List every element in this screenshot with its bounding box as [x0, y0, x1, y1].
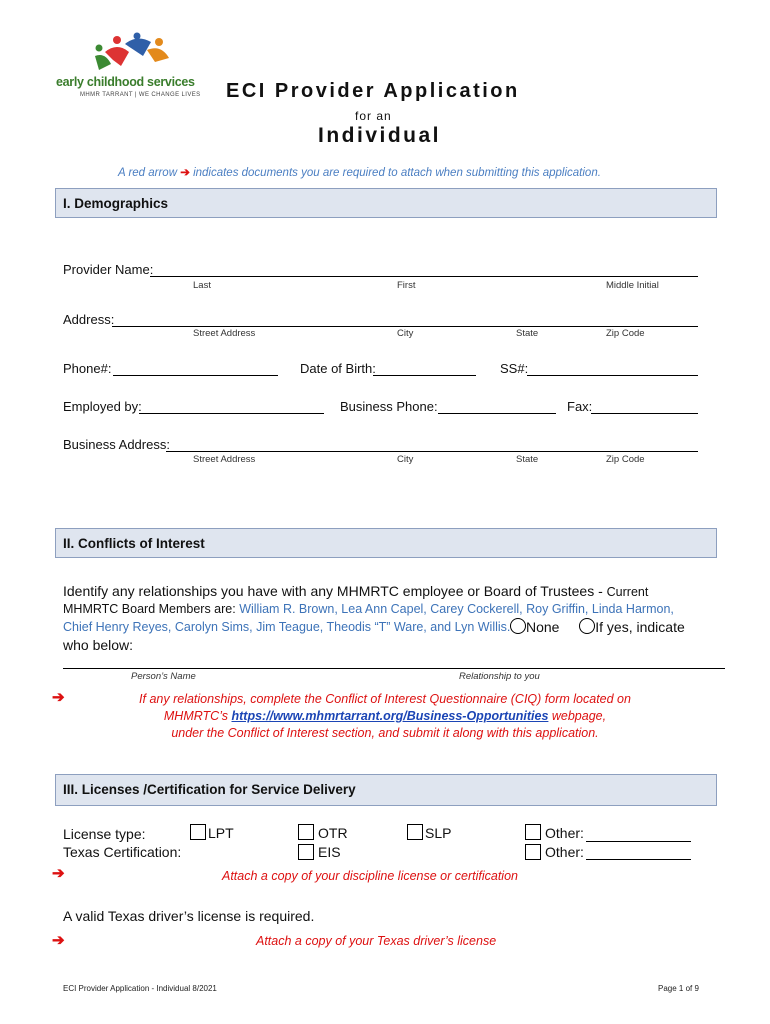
provider-name-field[interactable]: [150, 276, 698, 277]
ciq-line2-b: webpage,: [548, 709, 607, 723]
phone-label: Phone#:: [63, 361, 112, 376]
otr-checkbox[interactable]: [298, 824, 314, 840]
attach-license-note: Attach a copy of your discipline license or certification: [222, 869, 518, 883]
lpt-checkbox[interactable]: [190, 824, 206, 840]
employed-by-label: Employed by:: [63, 399, 142, 414]
ss-field[interactable]: [527, 375, 698, 376]
other1-field[interactable]: [586, 841, 691, 842]
eis-checkbox[interactable]: [298, 844, 314, 860]
business-state-caption: State: [516, 454, 539, 465]
business-zip-caption: Zip Code: [606, 454, 645, 465]
relationship-field[interactable]: [63, 668, 725, 669]
ciq-line1: If any relationships, complete the Conflict of Interest Questionnaire (CIQ) form located on: [139, 692, 631, 706]
red-arrow-icon: ➔: [52, 689, 65, 706]
persons-name-caption: Person’s Name: [131, 671, 196, 682]
business-address-field[interactable]: [166, 451, 698, 452]
texas-cert-label: Texas Certification:: [63, 844, 182, 860]
middle-initial-caption: Middle Initial: [606, 280, 659, 291]
slp-label: SLP: [425, 825, 452, 841]
fax-field[interactable]: [591, 413, 698, 414]
slp-checkbox[interactable]: [407, 824, 423, 840]
if-yes-label: If yes, indicate: [595, 619, 685, 635]
business-phone-label: Business Phone:: [340, 399, 438, 414]
employed-by-field[interactable]: [139, 413, 324, 414]
section-title: II. Conflicts of Interest: [63, 536, 205, 551]
red-arrow-icon: ➔: [180, 167, 190, 179]
business-address-label: Business Address:: [63, 437, 170, 452]
license-type-label: License type:: [63, 826, 146, 842]
note-before: A red arrow: [118, 167, 178, 179]
fax-label: Fax:: [567, 399, 593, 414]
business-opportunities-link[interactable]: https://www.mhmrtarrant.org/Business-Opportunities: [231, 709, 549, 723]
city-caption: City: [397, 328, 414, 339]
red-arrow-icon: ➔: [52, 932, 65, 949]
attach-drivers-note: Attach a copy of your Texas driver’s license: [256, 934, 497, 948]
if-yes-radio[interactable]: [579, 618, 595, 634]
drivers-license-required: A valid Texas driver’s license is required.: [63, 908, 315, 924]
section-title: III. Licenses /Certification for Service Delivery: [63, 782, 356, 797]
board-members-names2: Chief Henry Reyes, Carolyn Sims, Jim Teague, Theodis “T” Ware, and Lyn Willis.: [63, 620, 511, 634]
who-below-text: who below:: [63, 637, 134, 653]
otr-label: OTR: [318, 825, 348, 841]
conflict-intro-text: Identify any relationships you have with any MHMRTC employee or Board of Trustees -: [63, 583, 607, 599]
conflict-intro: [63, 583, 713, 599]
logo-text: early childhood services: [56, 75, 195, 89]
logo-subtext: MHMR TARRANT | WE CHANGE LIVES: [80, 92, 201, 98]
business-city-caption: City: [397, 454, 414, 465]
other2-checkbox[interactable]: [525, 844, 541, 860]
ciq-line2: [0, 708, 770, 725]
page-number: Page 1 of 9: [658, 984, 699, 993]
board-members-line2: [63, 620, 510, 634]
page-title: ECI Provider Application: [226, 80, 520, 102]
section-demographics-header: [55, 188, 717, 218]
provider-name-label: Provider Name:: [63, 262, 154, 277]
none-radio[interactable]: [510, 618, 526, 634]
relationship-caption: Relationship to you: [459, 671, 540, 682]
section-licenses-header: [55, 774, 717, 806]
section-conflicts-header: [55, 528, 717, 558]
street-caption: Street Address: [193, 328, 256, 339]
ss-label: SS#:: [500, 361, 529, 376]
eis-label: EIS: [318, 844, 341, 860]
zip-caption: Zip Code: [606, 328, 645, 339]
board-members-line1: [63, 602, 674, 616]
red-arrow-icon: ➔: [52, 865, 65, 882]
other2-field[interactable]: [586, 859, 691, 860]
lpt-label: LPT: [208, 825, 234, 841]
other2-label: Other:: [545, 844, 584, 860]
board-members-names1: William R. Brown, Lea Ann Capel, Carey Cockerell, Roy Griffin, Linda Harmon,: [239, 602, 674, 616]
ciq-line2-a: MHMRTC’s: [163, 709, 232, 723]
first-name-caption: First: [397, 280, 416, 291]
address-field[interactable]: [112, 326, 698, 327]
ciq-line3: under the Conflict of Interest section, and submit it along with this application.: [171, 726, 599, 740]
note-after: indicates documents you are required to attach when submitting this application.: [193, 167, 601, 179]
business-phone-field[interactable]: [438, 413, 556, 414]
current-text: Current: [606, 585, 649, 599]
section-title: I. Demographics: [63, 196, 169, 211]
state-caption: State: [516, 328, 539, 339]
none-label: None: [526, 619, 560, 635]
for-an-text: for an: [355, 109, 392, 123]
last-name-caption: Last: [193, 280, 211, 291]
other1-label: Other:: [545, 825, 584, 841]
business-street-caption: Street Address: [193, 454, 256, 465]
dob-field[interactable]: [373, 375, 476, 376]
address-label: Address:: [63, 312, 115, 327]
board-label: MHMRTC Board Members are:: [63, 602, 240, 616]
conflict-radio-group: [510, 618, 685, 635]
ciq-instructions: [0, 691, 770, 742]
footer-left: ECI Provider Application - Individual 8/2021: [63, 984, 217, 993]
phone-field[interactable]: [113, 375, 278, 376]
other1-checkbox[interactable]: [525, 824, 541, 840]
page-subtitle: Individual: [318, 124, 442, 147]
instruction-note: [118, 165, 601, 179]
dob-label: Date of Birth:: [300, 361, 376, 376]
